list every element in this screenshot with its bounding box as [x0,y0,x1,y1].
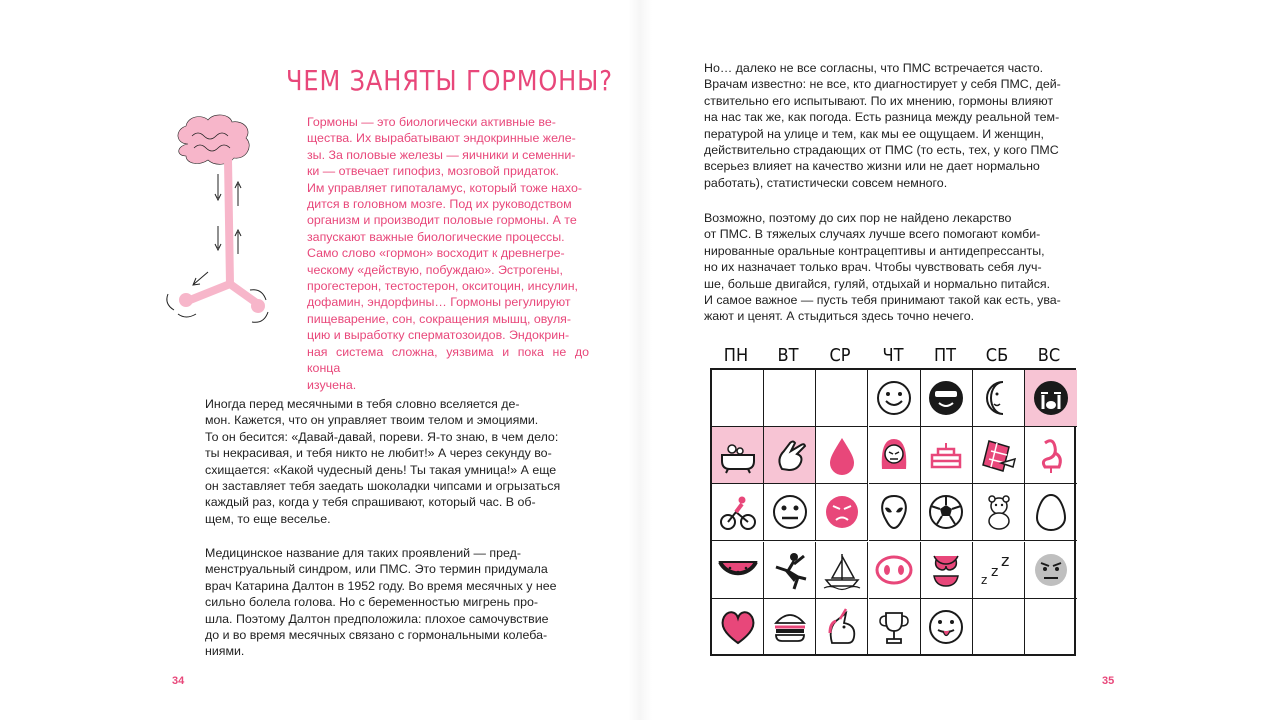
calendar-cell [764,599,816,656]
calendar-cell [921,427,973,484]
calendar-cell [869,484,921,541]
day-header: ВТ [777,345,799,366]
calendar-cell [764,427,816,484]
day-header: ВС [1037,345,1061,366]
calendar-cell [816,484,868,541]
sailboat-icon [822,550,862,590]
bathtub-icon [718,435,758,475]
calendar-cell [973,484,1025,541]
calendar-cell [869,599,921,656]
calendar-cell [764,542,816,599]
calendar-cell [712,370,764,427]
brain-hormone-illustration [158,114,278,334]
annoyed-face-icon [1031,550,1071,590]
cool-face-icon [926,378,966,418]
calendar-cell [1025,484,1077,541]
day-header: СБ [985,345,1009,366]
angry-woman-icon [874,435,914,475]
brain-icon [178,115,249,164]
day-header: ЧТ [882,345,904,366]
calendar-cell [921,370,973,427]
tongue-face-icon [926,607,966,647]
page-number-right: 35 [1102,675,1115,687]
calendar-cell [1025,370,1077,427]
calendar-cell [712,542,764,599]
pig-nose-icon [874,550,914,590]
sleeping-zzz-icon [979,550,1019,590]
left-paragraph-2: Медицинское название для таких проявлений — пред- менструальный синдром, или ПМС. Это термин придумала врач Катарина Далтон в 1952 году. Во время месячных у нее сильно болела голова. Но с беременностью мигрень про- шла. Поэтому Далтон предположила: плохое самочувствие до и во время месячных связано с гормональными колеба- ниями. [205,546,557,659]
day-header: ПТ [933,345,957,366]
calendar-day-headers [710,345,1076,369]
cyclist-icon [718,492,758,532]
calendar-cell [921,542,973,599]
flamingo-icon [1031,435,1071,475]
burger-icon [770,607,810,647]
calendar-cell [712,484,764,541]
soccer-ball-icon [926,492,966,532]
calendar-cell [764,370,816,427]
calendar-cell [1025,427,1077,484]
bikini-icon [926,550,966,590]
furious-face-icon [822,492,862,532]
crescent-moon-icon [979,378,1019,418]
right-paragraph-2: Возможно, поэтому до сих пор не найдено лекарство от ПМС. В тяжелых случаях лучше всего помогают комби- нированные оральные контрацептивы и антидепрессанты, но их назначает только врач. Чтобы чувствовать себя луч- ше, больше двигайся, гуляй, отдыхай и нормально питайся. И самое важное — пусть тебя принимают такой как есть, ува- жают и ценят. А стыдиться здесь точно нечего. [704,211,1061,324]
day-header: СР [829,345,851,366]
calendar-cell [869,427,921,484]
hormones-intro-text: Гормоны — это биологически активные ве- щества. Их вырабатывают эндокринные желе- зы. За половые железы — яичники и семенни- ки — отвечает гипофиз, мозговой придаток. Им управляет гипоталамус, который тоже нахо- дится в головном мозге. Под их руководством организм и производит половые гормоны. А те запускают важные биологические процессы. Само слово «гормон» восходит к древнегре- ческому «действую, побуждаю». Эстрогены, прогестерон, тестостерон, окситоцин, инсулин, дофамин, эндорфины… Гормоны регулируют пищеварение, сон, сокращения мышц, овуля- цию и выработку сперматозоидов. Эндокрин- ная система сложна, уязвима и пока не до конца изучена. [307,115,589,392]
calendar-cell [764,484,816,541]
calendar-cell [816,542,868,599]
teddy-bear-icon [979,492,1019,532]
heart-icon [718,607,758,647]
calendar-cell [712,599,764,656]
crying-face-icon [1031,378,1071,418]
neutral-face-icon [770,492,810,532]
calendar-cell [712,427,764,484]
cake-icon [926,435,966,475]
calendar-cell [973,370,1025,427]
hand-gesture-icon [770,435,810,475]
svg-text:z: z [980,572,987,587]
left-paragraph-1: Иногда перед месячными в тебя словно вселяется де- мон. Кажется, что он управляет твоим телом и эмоциями. То он бесится: «Давай-давай, пореви. Я-то знаю, в чем дело: ты некрасивая, и тебя никто не любит!» А через секунду во- схищается: «Какой чудесный день! Ты такая умница!» А еще он заставляет тебя заедать шоколадки чипсами и огрызаться каждый раз, когда у тебя спрашивают, который час. В об- щем, то еще веселье. [205,397,561,526]
right-paragraph-1: Но… далеко не все согласны, что ПМС встречается часто. Врачам известно: не все, кто диагностирует у себя ПМС, дей- ствительно его испытывают. По их мнению, гормоны влияют на нас так же, как погода. Есть разница между реальной тем- пературой на улице и тем, как мы ее ощущаем. И женщин, действительно страдающих от ПМС (то есть, тех, у кого ПМС всерьез влияет на качество жизни или не дает нормально работать), статистически совсем немного. [704,61,1061,190]
calendar-cell [869,370,921,427]
svg-text:z: z [1000,550,1009,570]
chocolate-icon [979,435,1019,475]
mood-calendar-grid [710,368,1076,656]
alien-icon [874,492,914,532]
page-number-left: 34 [172,675,185,687]
book-gutter [628,0,652,720]
calendar-cell [816,427,868,484]
egg-icon [1031,492,1071,532]
calendar-cell [1025,599,1077,656]
calendar-cell [973,599,1025,656]
calendar-cell [816,370,868,427]
blood-drop-icon [822,435,862,475]
calendar-cell [816,599,868,656]
svg-text:z: z [990,563,998,580]
calendar-cell [1025,542,1077,599]
watermelon-icon [718,550,758,590]
calendar-cell [973,427,1025,484]
day-header: ПН [723,345,749,366]
calendar-cell [869,542,921,599]
dancer-icon [770,550,810,590]
smile-face-icon [874,378,914,418]
chapter-title: ЧЕМ ЗАНЯТЫ ГОРМОНЫ? [286,64,613,97]
unicorn-icon [822,607,862,647]
calendar-cell [973,542,1025,599]
calendar-cell [921,484,973,541]
trophy-icon [874,607,914,647]
calendar-cell [921,599,973,656]
